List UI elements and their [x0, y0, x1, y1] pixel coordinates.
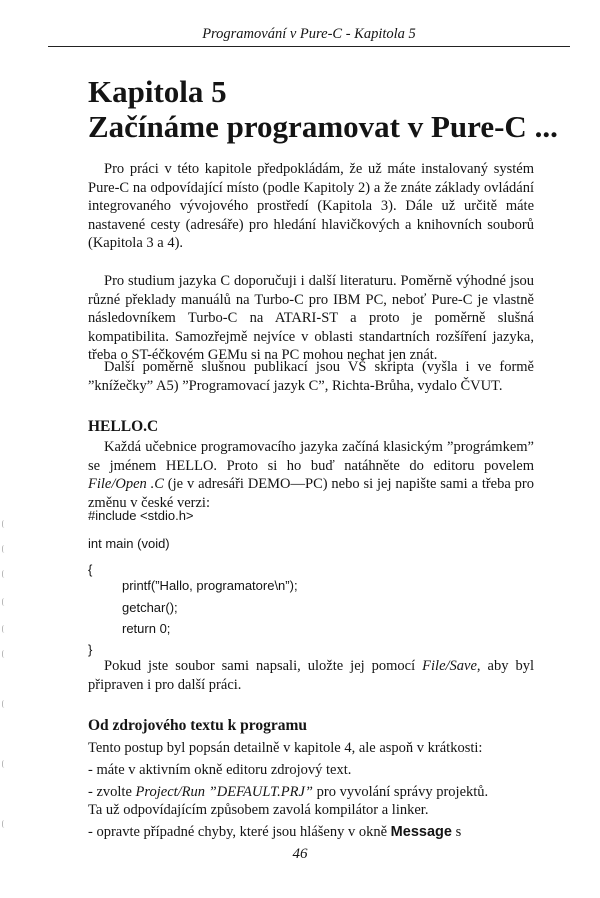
- hello-text-1: Každá učebnice programovacího jazyka začíná klasickým ”prográmkem” se jménem HELLO. Proto si ho buď natáhněte do editoru povelem: [88, 439, 534, 474]
- code-line: return 0;: [122, 621, 171, 636]
- chapter-title: [88, 74, 558, 144]
- scan-edge-mark: [2, 650, 7, 658]
- code-line: #include <stdio.h>: [88, 508, 194, 523]
- scan-edge-mark: [2, 570, 7, 578]
- menu-file-open: File/Open .C: [88, 476, 164, 492]
- list-item: - máte v aktivním okně editoru zdrojový text.: [88, 762, 352, 778]
- scan-edge-mark: [2, 545, 7, 553]
- code-line: {: [88, 562, 93, 577]
- source-section-heading: Od zdrojového textu k programu: [88, 717, 308, 734]
- hello-heading: HELLO.C: [88, 418, 159, 435]
- code-line: printf(”Hallo, programatore\n”);: [122, 578, 298, 593]
- list-item: [88, 783, 534, 802]
- chapter-heading: Začínáme programovat v Pure-C ...: [88, 109, 558, 144]
- menu-file-save: File/Save: [422, 658, 477, 674]
- list-item-continuation: Ta už odpovídajícím způsobem zavolá kompilátor a linker.: [88, 802, 429, 818]
- hello-text-2: (je v adresáři DEMO—PC) nebo si jej napište sami a třeba pro změnu v české verzi:: [88, 476, 534, 511]
- scan-edge-mark: [2, 820, 7, 828]
- menu-project-run: Project/Run ”DEFAULT.PRJ”: [135, 784, 313, 800]
- scan-edge-mark: [2, 520, 7, 528]
- save-text-1: Pokud jste soubor sami napsali, uložte jej pomocí: [104, 658, 423, 674]
- scan-edge-mark: [2, 760, 7, 768]
- intro-paragraph: Pro práci v této kapitole předpokládám, že už máte instalovaný systém Pure-C na odpovídající místo (podle Kapitoly 2) a že znáte základy ovládání integrovaného vývojového prostředí (Kapitola 3). Dále už určitě máte nastavené cesty (adresáře) pro hledání hlavičkových a knihovních souborů (Kapitola 3 a 4).: [88, 161, 534, 251]
- code-line: getchar();: [122, 600, 178, 615]
- list-item: [88, 823, 534, 842]
- scan-edge-mark: [2, 700, 7, 708]
- literature-paragraph: Pro studium jazyka C doporučuji i další literaturu. Poměrně výhodné jsou různé překlady manuálů na Turbo-C pro IBM PC, neboť Pure-C je vlastně následovníkem Turbo-C na ATARI-ST a proto je poměrně slušná kompatibilita. Samozřejmě nejvíce v oblasti standartních rozšíření jazyka, třeba o ST-éčkovém GEMu si na PC mohou nechat jen znát.: [88, 273, 534, 363]
- chapter-number: Kapitola 5: [88, 74, 227, 109]
- code-line: int main (void): [88, 536, 170, 551]
- message-window-label: Message: [390, 824, 452, 840]
- save-text-2: , aby byl připraven i pro další práci.: [88, 658, 535, 693]
- running-header: Programování v Pure-C - Kapitola 5: [48, 26, 570, 47]
- save-paragraph: [88, 657, 534, 694]
- scan-edge-mark: [2, 625, 7, 633]
- list-item-text: - zvolte: [88, 784, 136, 800]
- publication-paragraph: Další poměrně slušnou publikací jsou VŠ skripta (vyšla i ve formě ”knížečky” A5) ”Programovací jazyk C”, Richta-Brůha, vydalo ČVUT.: [88, 359, 534, 394]
- page-number: 46: [292, 846, 308, 862]
- hello-paragraph: [88, 438, 534, 512]
- list-item-text: s: [451, 824, 462, 840]
- scan-edge-mark: [2, 598, 7, 606]
- list-item-text: pro vyvolání správy projektů.: [312, 784, 489, 800]
- code-line: }: [88, 642, 93, 657]
- source-intro: Tento postup byl popsán detailně v kapitole 4, ale aspoň v krátkosti:: [88, 740, 483, 756]
- list-item-text: - opravte případné chyby, které jsou hlášeny v okně: [88, 824, 391, 840]
